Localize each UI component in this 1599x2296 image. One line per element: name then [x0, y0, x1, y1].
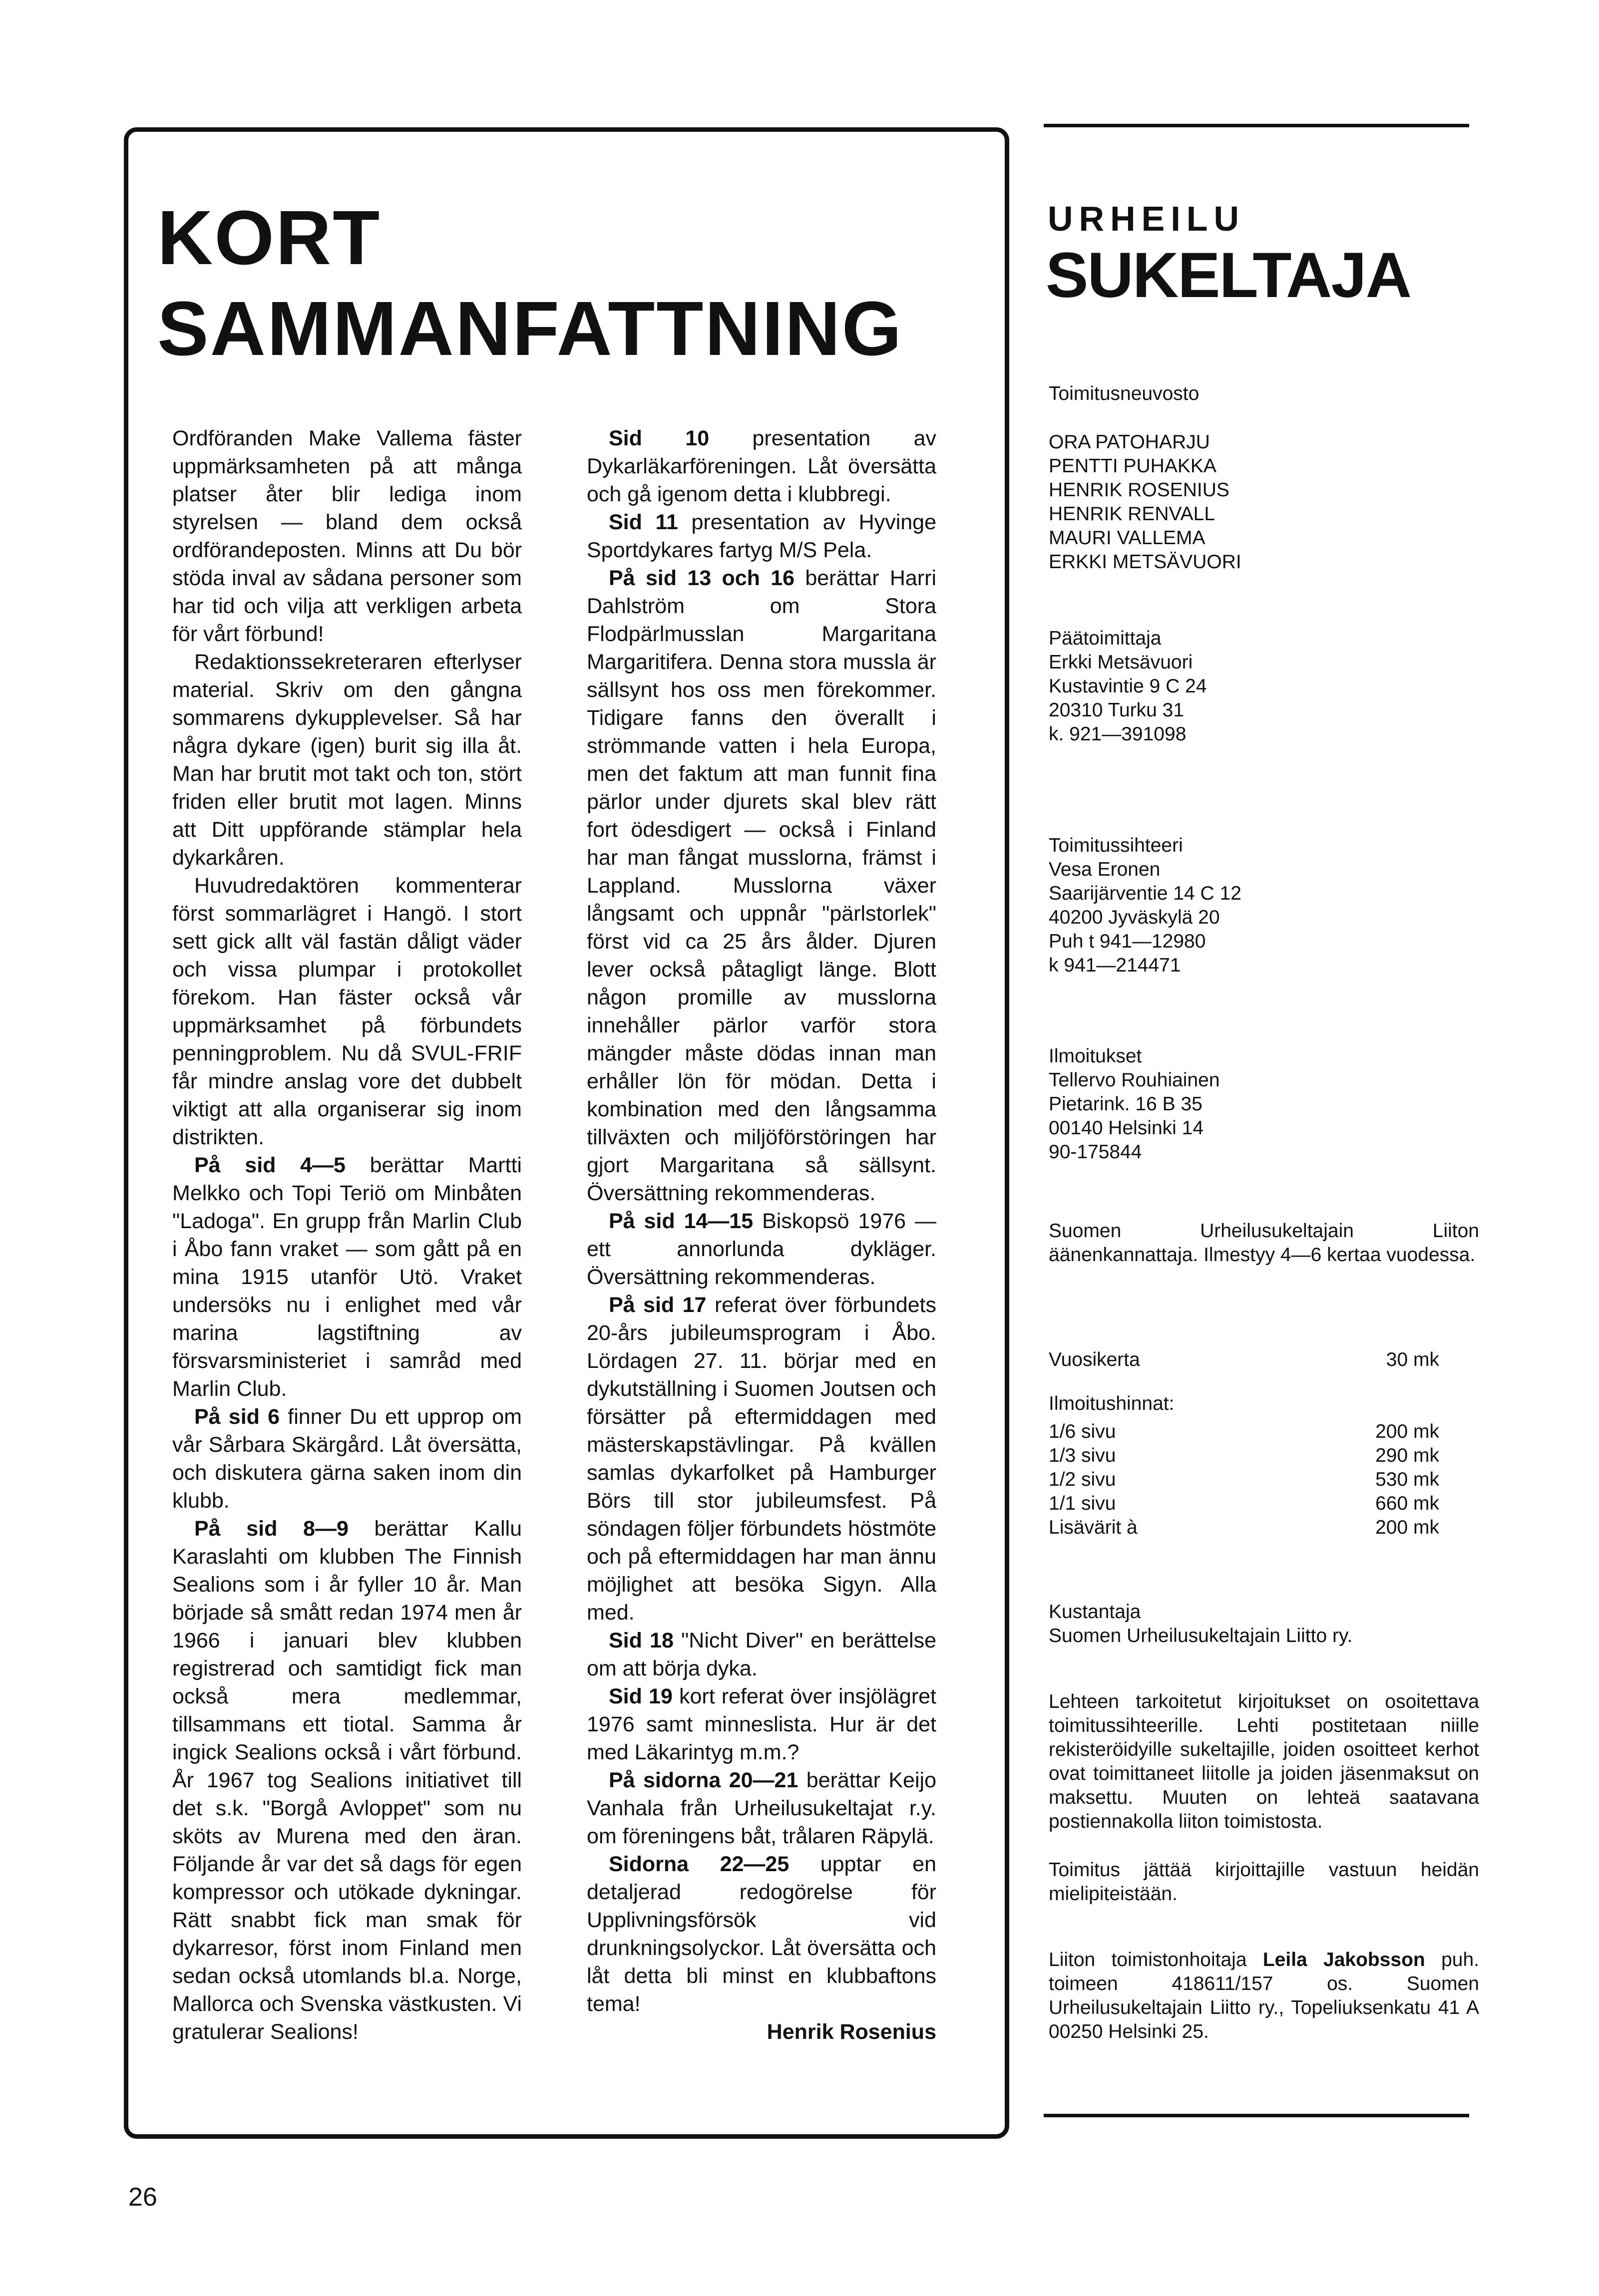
responsibility-note: Toimitus jättää kirjoittajille vastuun heidän mielipiteistään.	[1049, 1859, 1479, 1905]
item-text: presentation av Hyvinge Sportdykares fartyg M/S Pela.	[587, 510, 936, 562]
page-reference-item	[587, 1682, 936, 1766]
subscription-price: 30 mk	[1386, 1349, 1439, 1370]
magazine-name-large: SUKELTAJA	[1046, 240, 1411, 311]
ad-size: 1/6 sivu	[1049, 1421, 1116, 1442]
page-reference-item	[587, 564, 936, 1207]
publication-info: Suomen Urheilusukeltajain Liiton äänenkannattaja. Ilmestyy 4—6 kertaa vuodessa.	[1049, 1220, 1479, 1266]
page-reference-item	[587, 508, 936, 564]
item-text: berättar Keijo Vanhala från Urheilusukeltajat r.y. om föreningens båt, trålaren Räpylä.	[587, 1768, 936, 1848]
page-reference: På sid 14—15	[609, 1209, 754, 1233]
office-manager-name: Leila Jakobsson	[1262, 1949, 1425, 1970]
ad-price: 200 mk	[1375, 1421, 1439, 1442]
article-column-1	[172, 424, 522, 2046]
ad-size: 1/1 sivu	[1049, 1493, 1116, 1514]
item-text: berättar Harri Dahlström om Stora Flodpärlmusslan Margaritana Margaritifera. Denna stora mussla är sällsynt hos oss men förekommer. Tidigare fanns den överallt i strömmande vatten i hela Europa, men det faktum att man funnit fina pärlor under djurets skal blev rätt fort ödesdigert — också i Finland har man fångat musslorna, främst i Lappland. Musslorna växer långsamt och uppnår "pärlstorlek" först vid ca 25 års ålder. Djuren lever också påtagligt länge. Blott någon promille av musslorna innehåller pärlor varför stora mängder måste dödas innan man erhåller lön för mödan. Detta i kombination med den långsamma tillväxten och miljöförstöringen har gjort Margaritana så sällsynt. Översättning rekommenderas.	[587, 566, 936, 1205]
ad-price-list	[1049, 1420, 1479, 1540]
publisher-block: Kustantaja Suomen Urheilusukeltajain Liitto ry.	[1049, 1601, 1353, 1646]
ad-size: Lisävärit à	[1049, 1517, 1138, 1538]
page-reference-item	[587, 1766, 936, 1850]
editorial-board-list: ORA PATOHARJU PENTTI PUHAKKA HENRIK ROSENIUS HENRIK RENVALL MAURI VALLEMA ERKKI METSÄVUORI	[1049, 431, 1241, 573]
ad-size: 1/2 sivu	[1049, 1469, 1116, 1490]
advertising-contact-block: Ilmoitukset Tellervo Rouhiainen Pietarink. 16 B 35 00140 Helsinki 14 90-175844	[1049, 1045, 1220, 1163]
item-text: kort referat över insjölägret 1976 samt minneslista. Hur är det med Läkarintyg m.m.?	[587, 1684, 936, 1764]
author-signature: Henrik Rosenius	[767, 2020, 936, 2044]
page-reference: Sid 10	[609, 426, 710, 450]
ad-size: 1/3 sivu	[1049, 1445, 1116, 1466]
price-table	[1049, 1348, 1479, 1540]
page-reference: Sid 18	[609, 1629, 674, 1652]
page-reference: På sid 13 och 16	[609, 566, 795, 590]
ad-price: 200 mk	[1375, 1517, 1439, 1538]
page-reference: På sid 8—9	[194, 1517, 349, 1541]
paragraph: Huvudredaktören kommenterar först sommarlägret i Hangö. I stort sett gick allt väl fastän dåligt väder och vissa plumpar i protokollet förekom. Han fäster också vår uppmärksamhet på förbundets penningproblem. Nu då SVUL-FRIF får mindre anslag vore det dubbelt viktigt att alla organiserar sig inom distrikten.	[172, 874, 522, 1149]
ad-price-row	[1049, 1516, 1439, 1540]
item-text: presentation av Dykarläkarföreningen. Låt översätta och gå igenom detta i klubbregi.	[587, 426, 936, 506]
magazine-name-small: URHEILU	[1048, 199, 1245, 238]
item-text: berättar Kallu Karaslahti om klubben The Finnish Sealions som i år fyller 10 år. Man började så smått redan 1974 men år 1966 i januari blev klubben registrerad och samtidigt fick man också mera medlemmar, tillsammans ett tiotal. Samma år ingick Sealions också i vårt förbund. År 1967 tog Sealions initiativet till det s.k. "Borgå Avloppet" som nu sköts av Murena med den äran. Följande år var det så dags för egen kompressor och utökade dykningar. Rätt snabbt fick man smak för dykarresor, först inom Finland men sedan också utomlands bl.a. Norge, Mallorca och Svenska västkusten. Vi gratulerar Sealions!	[172, 1517, 522, 2044]
page-reference: På sid 6	[194, 1405, 280, 1429]
page-reference: På sid 4—5	[194, 1153, 346, 1177]
page-reference-item	[587, 1627, 936, 1682]
article-title-line-2: SAMMANFATTNING	[157, 286, 903, 371]
page-reference-item	[587, 424, 936, 508]
ad-price-row	[1049, 1468, 1439, 1492]
page-reference-item	[587, 1207, 936, 1291]
page-reference: Sid 19	[609, 1684, 673, 1708]
submission-note: Lehteen tarkoitetut kirjoitukset on osoitettava toimitussihteerille. Lehti postitetaan niille rekisteröidyille sukeltajille, joiden osoitteet kerhot ovat toimittaneet liitolle ja joiden jäsenmaksut on maksettu. Muuten on lehteä saatavana postiennakolla liiton toimistosta.	[1049, 1691, 1479, 1832]
office-contact	[1049, 1948, 1479, 2044]
item-text: referat över förbundets 20-års jubileumsprogram i Åbo. Lördagen 27. 11. börjar med en dykutställning i Suomen Joutsen och försätter på eftermiddagen med mästerskapstävlingar. På kvällen samlas dykarfolket på Hamburger Börs till stor jubileumsfest. På söndagen följer förbundets höstmöte och på eftermiddagen har man ännu möjlighet att besöka Sigyn. Alla med.	[587, 1293, 936, 1625]
subscription-row	[1049, 1348, 1439, 1372]
paragraph: Redaktionssekreteraren efterlyser material. Skriv om den gångna sommarens dykupplevelser. Så har några dykare (igen) burit sig illa åt. Man har brutit mot takt och ton, stört friden eller brutit mot lagen. Minns att Ditt uppförande stämplar hela dykarkåren.	[172, 650, 522, 870]
office-prefix: Liiton toimistonhoitaja	[1049, 1949, 1263, 1970]
article-title-line-1: KORT	[157, 195, 382, 281]
editorial-board-heading: Toimitusneuvosto	[1049, 383, 1199, 404]
page-reference: Sidorna 22—25	[609, 1852, 790, 1876]
office-details: puh. toimeen 418611/157 os. Suomen Urheilusukeltajain Liitto ry., Topeliuksenkatu 41 A 00250 Helsinki 25.	[1049, 1949, 1479, 2042]
item-text: "Nicht Diver" en berättelse om att börja dyka.	[587, 1629, 937, 1680]
item-text: Biskopsö 1976 — ett annorlunda dykläger. Översättning rekommenderas.	[587, 1209, 936, 1289]
item-text: berättar Martti Melkko och Topi Teriö om Minbåten "Ladoga". En grupp från Marlin Club i Åbo fann vraket — som gått på en mina 1915 utanför Utö. Vraket undersöks nu i enlighet med vår marina lagstiftning av försvarsministeriet i samråd med Marlin Club.	[172, 1153, 522, 1401]
item-text: upptar en detaljerad redogörelse för Upplivningsförsök vid drunkningsolyckor. Låt översätta och låt detta bli minst en klubbaftons tema!	[587, 1852, 936, 2016]
page-reference-item	[587, 1850, 936, 2018]
ad-price: 290 mk	[1375, 1445, 1439, 1466]
ad-price: 660 mk	[1375, 1493, 1439, 1514]
masthead-bottom-rule	[1044, 2114, 1469, 2117]
article-column-2	[587, 424, 936, 2046]
ad-price-row	[1049, 1444, 1439, 1468]
page-reference-item	[172, 1151, 522, 1403]
ad-price-row	[1049, 1492, 1439, 1516]
ad-price: 530 mk	[1375, 1469, 1439, 1490]
editor-in-chief-block: Päätoimittaja Erkki Metsävuori Kustavintie 9 C 24 20310 Turku 31 k. 921—391098	[1049, 628, 1207, 745]
ad-price-row	[1049, 1420, 1439, 1444]
subscription-label: Vuosikerta	[1049, 1349, 1140, 1370]
page-number: 26	[128, 2183, 157, 2212]
page-reference-item	[587, 1291, 936, 1627]
page-reference: På sid 17	[609, 1293, 707, 1317]
page-reference-item	[172, 1515, 522, 2046]
ad-prices-heading: Ilmoitushinnat:	[1049, 1393, 1175, 1414]
masthead-top-rule	[1044, 124, 1469, 127]
item-text: finner Du ett upprop om vår Sårbara Skärgård. Låt översätta, och diskutera gärna saken inom din klubb.	[172, 1405, 522, 1513]
paragraph: Ordföranden Make Vallema fäster uppmärksamheten på att många platser åter blir lediga inom styrelsen — bland dem också ordförandeposten. Minns att Du bör stöda inval av sådana personer som har tid och vilja att verkligen arbeta för vårt förbund!	[172, 426, 522, 646]
article-title	[157, 192, 981, 374]
page-reference-item	[172, 1403, 522, 1515]
page-reference: Sid 11	[609, 510, 678, 534]
page-reference: På sidorna 20—21	[609, 1768, 799, 1792]
editorial-secretary-block: Toimitussihteeri Vesa Eronen Saarijärventie 14 C 12 40200 Jyväskylä 20 Puh t 941—12980 k 941—214471	[1049, 835, 1241, 976]
